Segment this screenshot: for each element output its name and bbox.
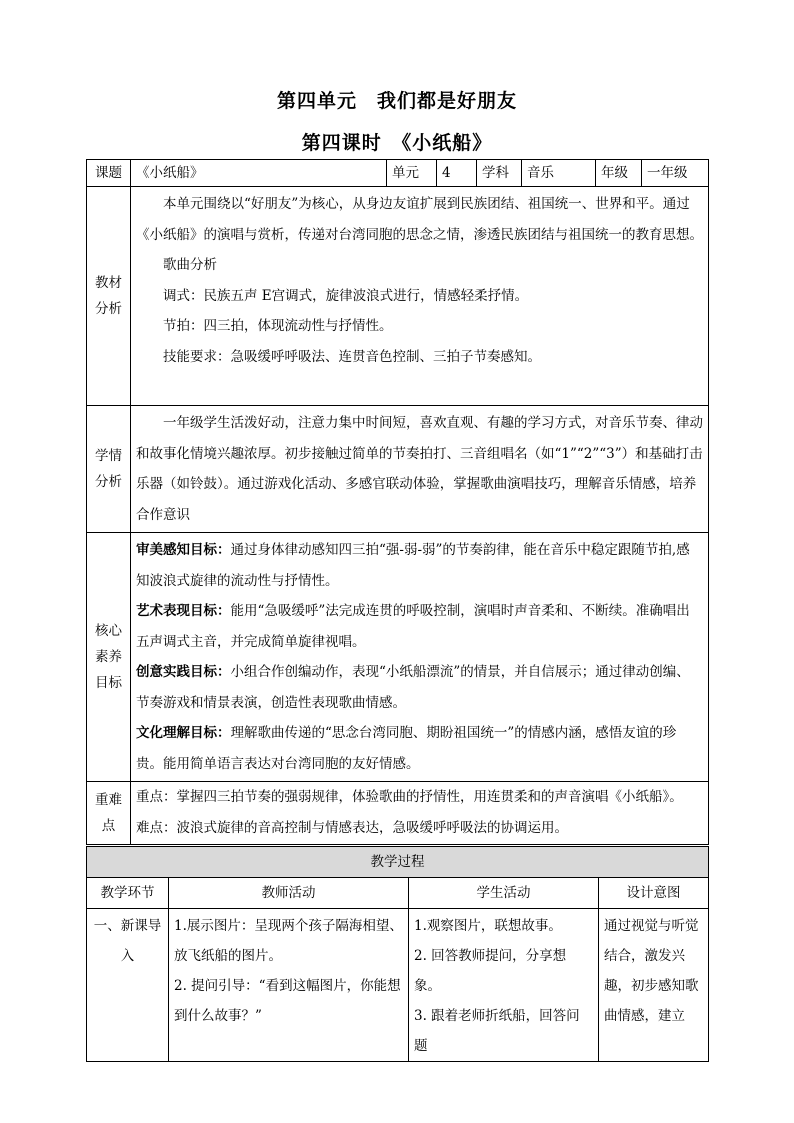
grade-value: 一年级 <box>642 160 709 187</box>
document-title: 第四单元 我们都是好朋友 <box>276 90 517 112</box>
teacher-activity-1: 1.展示图片：呈现两个孩子隔海相望、放飞纸船的图片。 <box>174 918 403 964</box>
column-teacher: 教师活动 <box>169 878 409 909</box>
literacy-label-text: 核心素养目标 <box>95 623 122 691</box>
topic-label: 课题 <box>87 160 131 187</box>
keypoints-label <box>87 782 131 845</box>
students-row <box>87 406 709 533</box>
literacy-row <box>87 533 709 782</box>
literacy-aesthetic-text: 通过身体律动感知四三拍“强-弱-弱”的节奏韵律，能在音乐中稳定跟随节拍,感知波浪式旋律的流动性与抒情性。 <box>136 542 690 589</box>
material-paragraph-3: 调式：民族五声 E宫调式，旋律波浪式进行，情感轻柔抒情。 <box>163 287 529 304</box>
material-row <box>87 187 709 406</box>
process-row-intro <box>87 909 709 1062</box>
students-label-text: 学情分析 <box>95 448 122 490</box>
literacy-creative <box>136 657 703 718</box>
literacy-creative-key: 创意实践目标： <box>136 664 231 680</box>
student-activity-2: 2. 回答教师提问，分享想象。 <box>414 948 567 994</box>
teacher-activity-2: 2. 提问引导：“看到这幅图片，你能想到什么故事？” <box>174 978 401 1024</box>
keypoints-label-text: 重难点 <box>95 792 122 834</box>
student-activity-1: 1.观察图片，联想故事。 <box>414 918 562 934</box>
subject-label: 学科 <box>477 160 522 187</box>
material-paragraph-1: 本单元围绕以“好朋友”为核心，从身边友谊扩展到民族团结、祖国统一、世界和平。通过《小纸船》的演唱与赏析，传递对台湾同胞的思念之情，渗透民族团结与祖国统一的教育思想。 <box>136 196 703 243</box>
process-header-row <box>87 847 709 878</box>
design-intent: 通过视觉与听觉结合，激发兴趣，初步感知歌曲情感，建立 <box>604 918 699 1024</box>
literacy-aesthetic-key: 审美感知目标： <box>136 542 231 558</box>
students-paragraph: 一年级学生活泼好动，注意力集中时间短，喜欢直观、有趣的学习方式，对音乐节奏、律动和故事化情境兴趣浓厚。初步接触过简单的节奏拍打、三音组唱名（如“1”“2”“3”）和基础打击乐器（如铃鼓）。通过游戏化活动、多感官联动体验，掌握歌曲演唱技巧，理解音乐情感，培养合作意识 <box>136 415 703 523</box>
literacy-artistic-key: 艺术表现目标： <box>136 603 231 619</box>
literacy-aesthetic <box>136 535 703 596</box>
lesson-info-table <box>86 159 709 845</box>
unit-value: 4 <box>437 160 477 187</box>
lesson-subtitle: 第四课时 《小纸船》 <box>301 132 493 154</box>
literacy-artistic <box>136 596 703 657</box>
topic-value: 《小纸船》 <box>131 160 387 187</box>
literacy-label <box>87 533 131 782</box>
unit-label: 单元 <box>387 160 437 187</box>
grade-label: 年级 <box>596 160 642 187</box>
material-paragraph-2: 歌曲分析 <box>163 257 217 273</box>
material-paragraph-5: 技能要求：急吸缓呼呼吸法、连贯音色控制、三拍子节奏感知。 <box>163 348 541 365</box>
material-paragraph-4: 节拍：四三拍，体现流动性与抒情性。 <box>163 318 393 334</box>
students-label <box>87 406 131 533</box>
process-header: 教学过程 <box>87 847 709 878</box>
subject-value: 音乐 <box>522 160 596 187</box>
material-label-text: 教材分析 <box>95 275 122 317</box>
column-intent: 设计意图 <box>599 878 709 909</box>
material-label <box>87 187 131 406</box>
teaching-process-table <box>86 846 709 1062</box>
literacy-cultural-key: 文化理解目标： <box>136 725 231 741</box>
process-columns-row <box>87 878 709 909</box>
column-student: 学生活动 <box>409 878 599 909</box>
key-point-text: 重点：掌握四三拍节奏的强弱规律，体验歌曲的抒情性，用连贯柔和的声音演唱《小纸船》。 <box>136 789 683 805</box>
student-activity-3: 3. 跟着老师折纸船，回答问题 <box>414 1008 580 1054</box>
literacy-cultural-text: 理解歌曲传递的“思念台湾同胞、期盼祖国统一”的情感内涵，感悟友谊的珍贵。能用简单语言表达对台湾同胞的友好情感。 <box>136 725 677 772</box>
literacy-cultural <box>136 718 703 779</box>
keypoints-row <box>87 782 709 845</box>
literacy-creative-text: 小组合作创编动作，表现“小纸船漂流”的情景，并自信展示；通过律动创编、节奏游戏和情景表演，创造性表现歌曲情感。 <box>136 664 690 711</box>
difficult-point-text: 难点：波浪式旋律的音高控制与情感表达，急吸缓呼呼吸法的协调运用。 <box>136 819 568 836</box>
column-stage: 教学环节 <box>87 878 169 909</box>
stage-intro: 一、新课导入 <box>87 909 169 1062</box>
literacy-artistic-text: 能用“急吸缓呼”法完成连贯的呼吸控制，演唱时声音柔和、不断续。准确唱出五声调式主音，并完成简单旋律视唱。 <box>136 603 690 650</box>
topic-row <box>87 160 709 187</box>
